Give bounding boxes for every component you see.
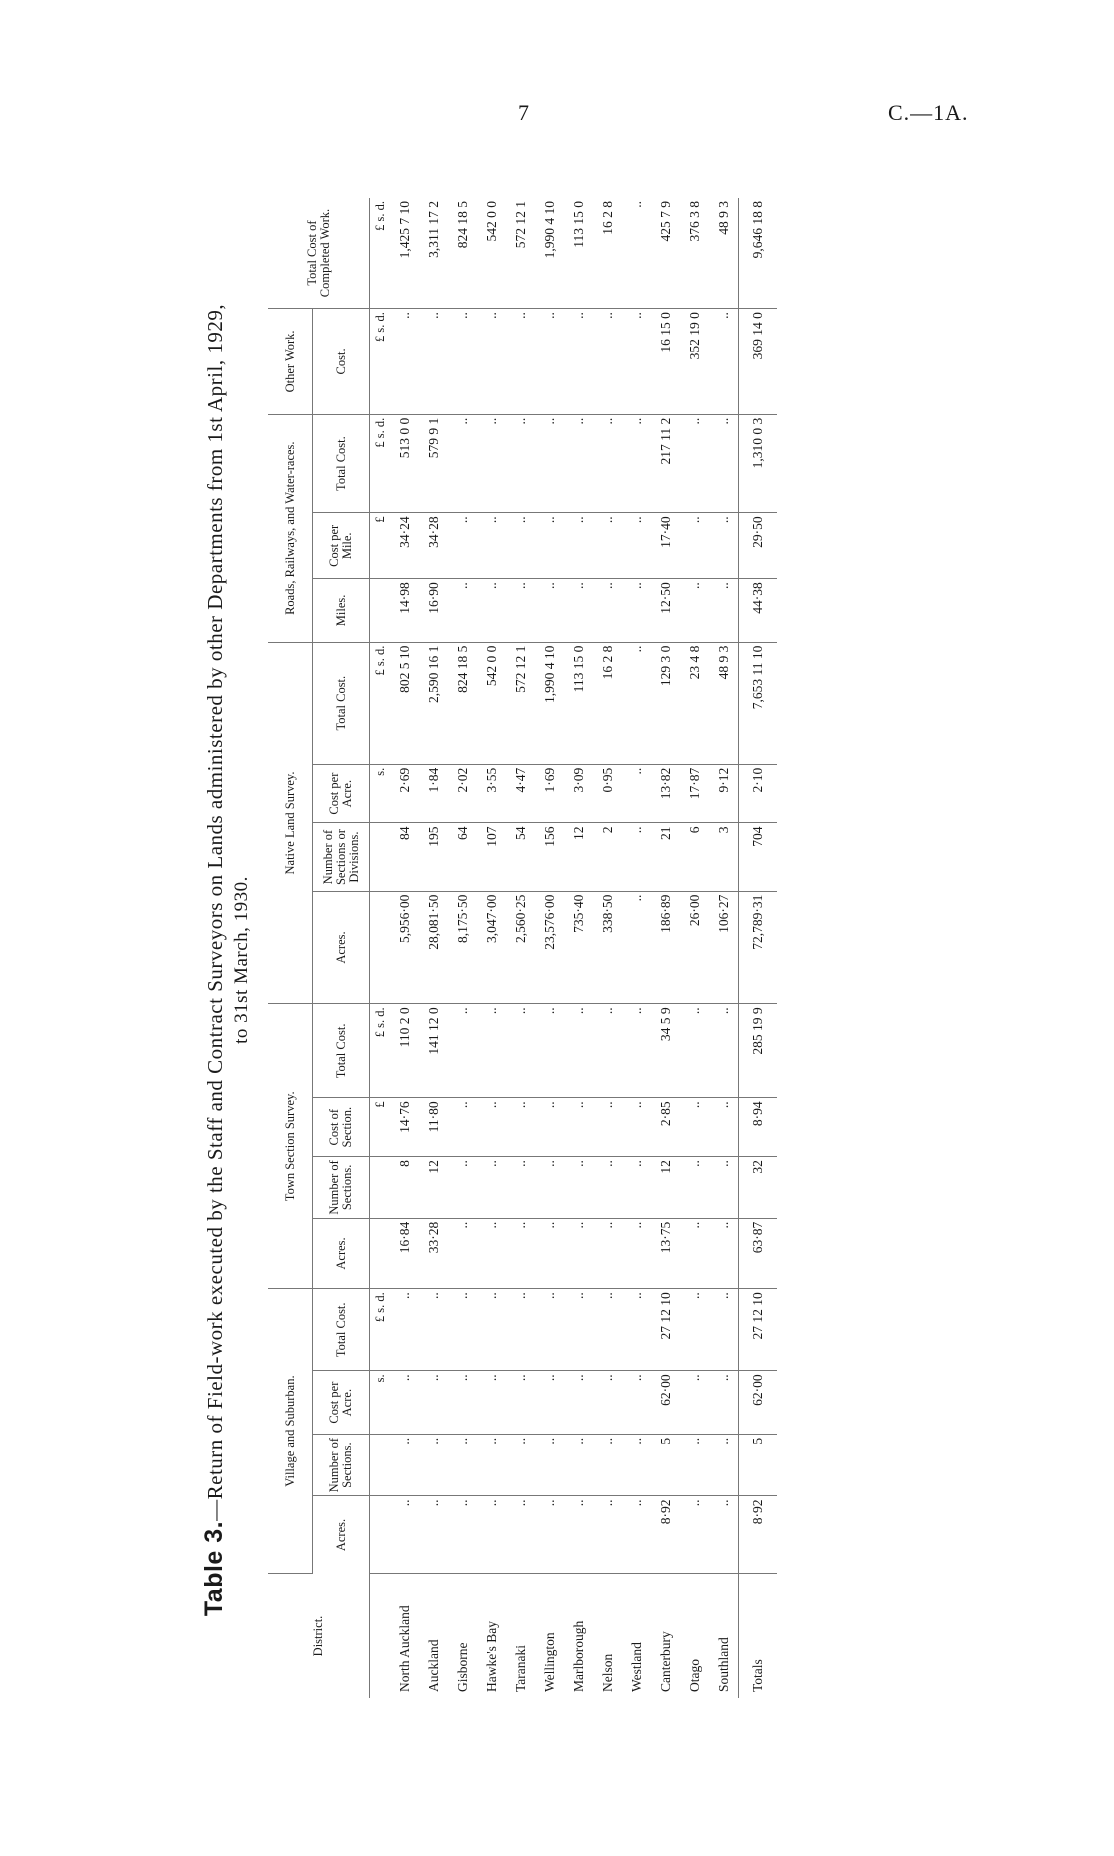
table-cell: .. bbox=[448, 1371, 477, 1434]
table-cell: .. bbox=[506, 1218, 535, 1288]
table-cell: 14·98 bbox=[390, 579, 419, 642]
table-cell: .. bbox=[680, 1098, 709, 1157]
document-reference: C.—1A. bbox=[888, 100, 969, 125]
table-cell: 27 12 10 bbox=[651, 1289, 680, 1371]
table-cell: 113 15 0 bbox=[564, 198, 593, 309]
table-cell: .. bbox=[593, 1496, 622, 1574]
table-cell: .. bbox=[506, 1371, 535, 1434]
table-cell: .. bbox=[535, 1098, 564, 1157]
unit: £ s. d. bbox=[370, 1289, 391, 1371]
table-cell: 5 bbox=[739, 1434, 778, 1496]
table-cell: 2·10 bbox=[739, 764, 778, 823]
table-cell: .. bbox=[448, 309, 477, 415]
table-cell: 824 18 5 bbox=[448, 642, 477, 764]
table-label: Table 3. bbox=[200, 1520, 228, 1617]
table-cell: .. bbox=[477, 513, 506, 579]
table-cell: .. bbox=[448, 579, 477, 642]
table-cell: .. bbox=[477, 414, 506, 513]
table-cell: 63·87 bbox=[739, 1218, 778, 1288]
table-cell: 107 bbox=[477, 823, 506, 891]
table-cell: 217 11 2 bbox=[651, 414, 680, 513]
subheader: Number of Sections or Divisions. bbox=[313, 823, 370, 891]
unit: £ bbox=[370, 513, 391, 579]
subheader: Cost. bbox=[313, 309, 370, 415]
header-town: Town Section Survey. bbox=[268, 1004, 313, 1289]
table-cell: .. bbox=[535, 1496, 564, 1574]
table-cell: .. bbox=[622, 309, 651, 415]
header-district: District. bbox=[268, 1574, 370, 1699]
subheader: Total Cost. bbox=[313, 1004, 370, 1098]
table-cell: .. bbox=[506, 1434, 535, 1496]
table-cell: .. bbox=[506, 1098, 535, 1157]
table-cell: 34·28 bbox=[419, 513, 448, 579]
subheader: Acres. bbox=[313, 891, 370, 1004]
table-cell: 2,590 16 1 bbox=[419, 642, 448, 764]
table-cell: 425 7 9 bbox=[651, 198, 680, 309]
table-cell: 8 bbox=[390, 1157, 419, 1219]
table-cell: 8·92 bbox=[739, 1496, 778, 1574]
table-cell: .. bbox=[564, 513, 593, 579]
district-cell: Marlborough bbox=[570, 1620, 586, 1692]
unit: £ s. d. bbox=[370, 198, 391, 309]
table-cell: 8·94 bbox=[739, 1098, 778, 1157]
subheader: Total Cost. bbox=[313, 1289, 370, 1371]
table-cell: 6 bbox=[680, 823, 709, 891]
table-cell: .. bbox=[680, 1371, 709, 1434]
table-cell: .. bbox=[535, 1371, 564, 1434]
table-row bbox=[506, 198, 535, 1698]
table-cell: .. bbox=[477, 309, 506, 415]
table-cell: 8,175·50 bbox=[448, 891, 477, 1004]
table-cell: .. bbox=[506, 1004, 535, 1098]
district-cell: Southland bbox=[715, 1637, 731, 1692]
table-cell: .. bbox=[709, 1004, 739, 1098]
table-cell: 16·90 bbox=[419, 579, 448, 642]
table-cell: .. bbox=[622, 1157, 651, 1219]
table-cell: .. bbox=[535, 579, 564, 642]
table-cell: 33·28 bbox=[419, 1218, 448, 1288]
table-cell: 54 bbox=[506, 823, 535, 891]
subheader: Cost per Acre. bbox=[313, 1371, 370, 1434]
table-cell: .. bbox=[709, 1434, 739, 1496]
table-row bbox=[709, 198, 739, 1698]
subheader: Miles. bbox=[313, 579, 370, 642]
district-cell: Westland bbox=[628, 1642, 644, 1692]
subheader: Cost per Acre. bbox=[313, 764, 370, 823]
unit: s. bbox=[370, 764, 391, 823]
table-cell: .. bbox=[680, 579, 709, 642]
table-cell: .. bbox=[622, 1434, 651, 1496]
table-cell: .. bbox=[709, 1371, 739, 1434]
table-cell: .. bbox=[680, 1157, 709, 1219]
table-cell: .. bbox=[564, 309, 593, 415]
table-cell: .. bbox=[622, 1371, 651, 1434]
table-cell: .. bbox=[593, 1218, 622, 1288]
table-row bbox=[419, 198, 448, 1698]
table-cell: 12·50 bbox=[651, 579, 680, 642]
table-cell: 513 0 0 bbox=[390, 414, 419, 513]
district-cell: Nelson bbox=[599, 1653, 615, 1692]
table-cell: 29·50 bbox=[739, 513, 778, 579]
table-cell: .. bbox=[448, 513, 477, 579]
table-cell: 12 bbox=[651, 1157, 680, 1219]
table-cell: .. bbox=[506, 513, 535, 579]
table-cell: 1·84 bbox=[419, 764, 448, 823]
table-cell: 12 bbox=[419, 1157, 448, 1219]
table-cell: .. bbox=[390, 1496, 419, 1574]
district-cell: Taranaki bbox=[512, 1644, 528, 1692]
table-cell: .. bbox=[709, 579, 739, 642]
table-cell: 2 bbox=[593, 823, 622, 891]
table-cell: .. bbox=[390, 309, 419, 415]
table-cell: 64 bbox=[448, 823, 477, 891]
subheader: Number of Sections. bbox=[313, 1434, 370, 1496]
table-cell: .. bbox=[535, 1218, 564, 1288]
subheader: Number of Sections. bbox=[313, 1157, 370, 1219]
table-cell: 579 9 1 bbox=[419, 414, 448, 513]
table-cell: .. bbox=[535, 414, 564, 513]
table-cell: .. bbox=[535, 513, 564, 579]
table-cell: .. bbox=[564, 579, 593, 642]
table-cell: 704 bbox=[739, 823, 778, 891]
table-cell: .. bbox=[622, 642, 651, 764]
table-cell: .. bbox=[535, 1289, 564, 1371]
table-cell: 7,653 11 10 bbox=[739, 642, 778, 764]
table-cell: 72,789·31 bbox=[739, 891, 778, 1004]
table-cell: .. bbox=[477, 1289, 506, 1371]
table-cell: .. bbox=[622, 1098, 651, 1157]
table-cell: 141 12 0 bbox=[419, 1004, 448, 1098]
table-cell: .. bbox=[419, 1289, 448, 1371]
table-cell: 23,576·00 bbox=[535, 891, 564, 1004]
table-cell: 28,081·50 bbox=[419, 891, 448, 1004]
table-cell: .. bbox=[477, 1098, 506, 1157]
table-cell: 802 5 10 bbox=[390, 642, 419, 764]
subheader: Acres. bbox=[313, 1218, 370, 1288]
table-cell: 14·76 bbox=[390, 1098, 419, 1157]
district-cell: Auckland bbox=[425, 1639, 441, 1692]
units-row bbox=[370, 198, 391, 1698]
table-cell: .. bbox=[390, 1289, 419, 1371]
table-cell: 48 9 3 bbox=[709, 198, 739, 309]
unit: £ s. d. bbox=[370, 414, 391, 513]
table-cell: 62·00 bbox=[739, 1371, 778, 1434]
unit: s. bbox=[370, 1371, 391, 1434]
table-cell: .. bbox=[593, 1289, 622, 1371]
table-cell: .. bbox=[506, 309, 535, 415]
table-cell: .. bbox=[477, 1157, 506, 1219]
table-cell: 1,425 7 10 bbox=[390, 198, 419, 309]
table-cell: .. bbox=[593, 1157, 622, 1219]
table-cell: 376 3 8 bbox=[680, 198, 709, 309]
table-cell: .. bbox=[709, 1157, 739, 1219]
table-cell: 3,047·00 bbox=[477, 891, 506, 1004]
table-cell: .. bbox=[506, 414, 535, 513]
table-row bbox=[651, 198, 680, 1698]
district-cell: Hawke's Bay bbox=[483, 1620, 499, 1692]
table-cell: 9·12 bbox=[709, 764, 739, 823]
table-row bbox=[390, 198, 419, 1698]
totals-row bbox=[739, 198, 778, 1698]
table-cell: .. bbox=[622, 1496, 651, 1574]
table-cell: 3 bbox=[709, 823, 739, 891]
table-cell: 1·69 bbox=[535, 764, 564, 823]
table-cell: .. bbox=[680, 1218, 709, 1288]
table-cell: .. bbox=[709, 1218, 739, 1288]
table-cell: 9,646 18 8 bbox=[739, 198, 778, 309]
table-cell: .. bbox=[564, 414, 593, 513]
table-cell: .. bbox=[535, 1004, 564, 1098]
table-row bbox=[564, 198, 593, 1698]
table-row bbox=[593, 198, 622, 1698]
subheader: Total Cost. bbox=[313, 642, 370, 764]
table-cell: .. bbox=[506, 1289, 535, 1371]
table-cell: .. bbox=[419, 309, 448, 415]
table-cell: 11·80 bbox=[419, 1098, 448, 1157]
subheader: Acres. bbox=[313, 1496, 370, 1574]
table-cell: .. bbox=[506, 1157, 535, 1219]
table-cell: .. bbox=[680, 414, 709, 513]
table-cell: .. bbox=[448, 1157, 477, 1219]
table-cell: .. bbox=[506, 1496, 535, 1574]
table-cell: 2,560·25 bbox=[506, 891, 535, 1004]
table-cell: .. bbox=[709, 414, 739, 513]
district-cell: Wellington bbox=[541, 1632, 557, 1692]
table-cell: 34·24 bbox=[390, 513, 419, 579]
table-cell: .. bbox=[593, 1434, 622, 1496]
table-cell: .. bbox=[564, 1289, 593, 1371]
table-cell: .. bbox=[564, 1218, 593, 1288]
table-cell: .. bbox=[709, 1496, 739, 1574]
table-cell: 84 bbox=[390, 823, 419, 891]
table-cell: 3·09 bbox=[564, 764, 593, 823]
table-cell: 13·75 bbox=[651, 1218, 680, 1288]
table-cell: 5 bbox=[651, 1434, 680, 1496]
header-village: Village and Suburban. bbox=[268, 1289, 313, 1574]
table-cell: .. bbox=[477, 1371, 506, 1434]
field-work-table bbox=[268, 198, 777, 1698]
table-cell: 1,990 4 10 bbox=[535, 642, 564, 764]
table-cell: 1,310 0 3 bbox=[739, 414, 778, 513]
table-cell: .. bbox=[477, 1434, 506, 1496]
table-cell: 17·40 bbox=[651, 513, 680, 579]
table-cell: .. bbox=[535, 1434, 564, 1496]
table-cell: 2·69 bbox=[390, 764, 419, 823]
table-cell: .. bbox=[535, 309, 564, 415]
district-cell: Totals bbox=[739, 1574, 778, 1699]
table-cell: .. bbox=[593, 414, 622, 513]
table-cell: .. bbox=[506, 579, 535, 642]
table-cell: .. bbox=[477, 579, 506, 642]
table-cell: 5,956·00 bbox=[390, 891, 419, 1004]
table-cell: .. bbox=[680, 513, 709, 579]
table-cell: 62·00 bbox=[651, 1371, 680, 1434]
unit: £ bbox=[370, 1098, 391, 1157]
title-text: —Return of Field-work executed by the Staff and Contract Surveyors on Lands administered by other Departments from 1st April, 1929, bbox=[203, 303, 227, 1521]
table-cell: .. bbox=[622, 579, 651, 642]
table-cell: .. bbox=[448, 1289, 477, 1371]
table-cell: 338·50 bbox=[593, 891, 622, 1004]
table-body bbox=[370, 198, 778, 1698]
subheader: Total Cost. bbox=[313, 414, 370, 513]
title-line-2: to 31st March, 1930. bbox=[231, 876, 252, 1044]
table-cell: 27 12 10 bbox=[739, 1289, 778, 1371]
unit: £ s. d. bbox=[370, 1004, 391, 1098]
table-row bbox=[448, 198, 477, 1698]
table-cell: .. bbox=[419, 1496, 448, 1574]
table-cell: .. bbox=[564, 1434, 593, 1496]
table-cell: 735·40 bbox=[564, 891, 593, 1004]
table-cell: 4·47 bbox=[506, 764, 535, 823]
table-cell: .. bbox=[564, 1004, 593, 1098]
table-cell: 23 4 8 bbox=[680, 642, 709, 764]
table-cell: 3·55 bbox=[477, 764, 506, 823]
district-cell: North Auckland bbox=[396, 1605, 412, 1692]
table-cell: .. bbox=[593, 1371, 622, 1434]
table-cell: .. bbox=[593, 309, 622, 415]
table-cell: .. bbox=[390, 1434, 419, 1496]
table-row bbox=[680, 198, 709, 1698]
table-cell: 48 9 3 bbox=[709, 642, 739, 764]
table-cell: 542 0 0 bbox=[477, 198, 506, 309]
title-line-1 bbox=[200, 180, 229, 1740]
table-cell: .. bbox=[622, 198, 651, 309]
table-cell: .. bbox=[709, 1289, 739, 1371]
table-cell: 113 15 0 bbox=[564, 642, 593, 764]
table-cell: 21 bbox=[651, 823, 680, 891]
table-cell: 16·84 bbox=[390, 1218, 419, 1288]
table-row bbox=[622, 198, 651, 1698]
table-cell: 44·38 bbox=[739, 579, 778, 642]
table-cell: .. bbox=[448, 1218, 477, 1288]
table-cell: 352 19 0 bbox=[680, 309, 709, 415]
table-cell: 572 12 1 bbox=[506, 198, 535, 309]
table-cell: .. bbox=[709, 1098, 739, 1157]
table-cell: 542 0 0 bbox=[477, 642, 506, 764]
subheader: Cost per Mile. bbox=[313, 513, 370, 579]
subheader: Cost of Section. bbox=[313, 1098, 370, 1157]
table-cell: 16 2 8 bbox=[593, 642, 622, 764]
table-cell: 824 18 5 bbox=[448, 198, 477, 309]
table-cell: 129 3 0 bbox=[651, 642, 680, 764]
table-cell: 16 15 0 bbox=[651, 309, 680, 415]
table-cell: .. bbox=[448, 1434, 477, 1496]
table-cell: .. bbox=[448, 1496, 477, 1574]
unit: £ s. d. bbox=[370, 309, 391, 415]
table-cell: 156 bbox=[535, 823, 564, 891]
table-cell: .. bbox=[622, 891, 651, 1004]
table-cell: .. bbox=[564, 1496, 593, 1574]
header-roads: Roads, Railways, and Water-races. bbox=[268, 414, 313, 642]
table-cell: .. bbox=[622, 513, 651, 579]
district-cell: Canterbury bbox=[657, 1631, 673, 1692]
table-title bbox=[200, 180, 253, 1740]
table-cell: .. bbox=[622, 1004, 651, 1098]
table-cell: 1,990 4 10 bbox=[535, 198, 564, 309]
table-cell: .. bbox=[564, 1157, 593, 1219]
table-cell: .. bbox=[680, 1289, 709, 1371]
table-cell: 106·27 bbox=[709, 891, 739, 1004]
table-cell: 2·85 bbox=[651, 1098, 680, 1157]
table-cell: .. bbox=[477, 1218, 506, 1288]
table-cell: .. bbox=[622, 1218, 651, 1288]
table-cell: .. bbox=[622, 764, 651, 823]
table-cell: .. bbox=[680, 1434, 709, 1496]
table-cell: 32 bbox=[739, 1157, 778, 1219]
table-cell: 13·82 bbox=[651, 764, 680, 823]
table-cell: 110 2 0 bbox=[390, 1004, 419, 1098]
table-cell: 572 12 1 bbox=[506, 642, 535, 764]
rotated-table-area bbox=[200, 180, 1020, 1740]
table-cell: .. bbox=[622, 414, 651, 513]
table-cell: 2·02 bbox=[448, 764, 477, 823]
table-cell: 186·89 bbox=[651, 891, 680, 1004]
table-cell: .. bbox=[593, 1098, 622, 1157]
table-cell: .. bbox=[419, 1371, 448, 1434]
table-cell: 34 5 9 bbox=[651, 1004, 680, 1098]
table-cell: .. bbox=[477, 1496, 506, 1574]
table-cell: .. bbox=[477, 1004, 506, 1098]
table-cell: .. bbox=[709, 513, 739, 579]
district-cell: Otago bbox=[686, 1659, 702, 1692]
table-cell: 285 19 9 bbox=[739, 1004, 778, 1098]
page-number: 7 bbox=[518, 100, 529, 125]
table-cell: .. bbox=[564, 1371, 593, 1434]
table-cell: 3,311 17 2 bbox=[419, 198, 448, 309]
table-cell: 369 14 0 bbox=[739, 309, 778, 415]
unit: £ s. d. bbox=[370, 642, 391, 764]
table-cell: .. bbox=[535, 1157, 564, 1219]
table-cell: 195 bbox=[419, 823, 448, 891]
table-cell: 16 2 8 bbox=[593, 198, 622, 309]
table-cell: .. bbox=[448, 1004, 477, 1098]
table-cell: .. bbox=[564, 1098, 593, 1157]
table-cell: .. bbox=[680, 1004, 709, 1098]
table-cell: .. bbox=[680, 1496, 709, 1574]
table-cell: .. bbox=[622, 1289, 651, 1371]
table-cell: 12 bbox=[564, 823, 593, 891]
table-cell: 0·95 bbox=[593, 764, 622, 823]
table-cell: .. bbox=[593, 579, 622, 642]
table-cell: .. bbox=[709, 309, 739, 415]
table-cell: .. bbox=[419, 1434, 448, 1496]
table-row bbox=[477, 198, 506, 1698]
header-total-completed: Total Cost of Completed Work. bbox=[268, 198, 370, 309]
table-cell: .. bbox=[593, 513, 622, 579]
table-cell: .. bbox=[593, 1004, 622, 1098]
table-cell: .. bbox=[622, 823, 651, 891]
table-cell: 17·87 bbox=[680, 764, 709, 823]
header-native: Native Land Survey. bbox=[268, 642, 313, 1004]
table-cell: .. bbox=[448, 414, 477, 513]
table-cell: 8·92 bbox=[651, 1496, 680, 1574]
district-cell: Gisborne bbox=[454, 1642, 470, 1692]
table-cell: .. bbox=[390, 1371, 419, 1434]
table-cell: 26·00 bbox=[680, 891, 709, 1004]
table-row bbox=[535, 198, 564, 1698]
header-other: Other Work. bbox=[268, 309, 313, 415]
table-cell: .. bbox=[448, 1098, 477, 1157]
